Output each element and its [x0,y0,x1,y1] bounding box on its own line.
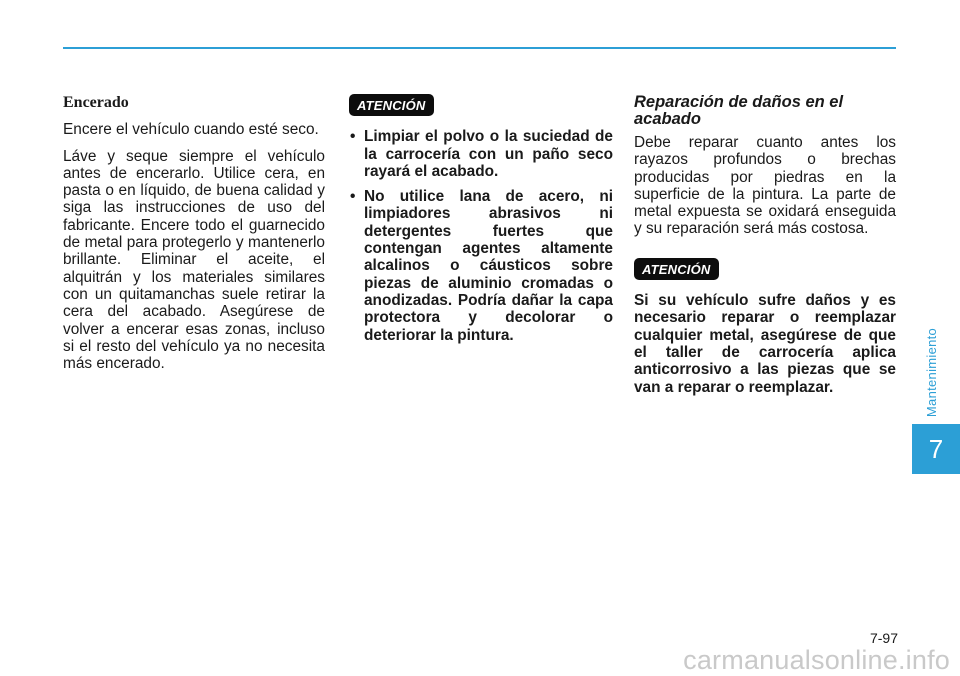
bullet-icon: • [350,188,356,206]
caution-badge-repair: ATENCIÓN [634,258,719,280]
caution-item-text: No utilice lana de acero, ni limpiadores abrasivos ni detergentes fuertes que contengan agentes altamente alcalinos o cáusticos sobre piezas de aluminio cromadas o anodizadas. Podría dañar la capa protectora y decolorar o deteriorar la pintura. [364,188,613,344]
caution-item-text: Limpiar el polvo o la suciedad de la carrocería con un paño seco rayará el acabado. [364,128,613,180]
caution-repair-text: Si su vehículo sufre daños y es necesario reparar o reemplazar cualquier metal, asegúrese de que el taller de carrocería aplica anticorrosivo a las piezas que se van a reparar o reemplazar. [634,292,896,396]
top-rule [63,47,896,49]
section-heading-repair: Reparación de daños en el acabado [634,93,844,128]
watermark: carmanualsonline.info [683,645,950,675]
paragraph-waxing-2: Láve y seque siempre el vehículo antes de encerarlo. Utilice cera, en pasta o en líquido, de buena calidad y siga las instrucciones de uso del fabricante. Encere todo el guarnecido de metal para protegerlo y mantenerlo brillante. Eliminar el aceite, el alquitrán y los materiales similares con un quitamanchas suele retirar la cera del acabado. Asegúrese de volver a encerar esas zonas, incluso si el resto del vehículo ya no necesita más encerado. [63,147,325,373]
caution-item [349,188,613,344]
page-number: 7-97 [869,630,898,646]
bullet-icon: • [350,128,356,146]
column-waxing [63,94,325,381]
caution-badge: ATENCIÓN [349,94,434,116]
caution-item [349,128,613,180]
section-heading-waxing: Encerado [63,94,129,111]
caution-list [349,128,613,344]
column-caution [349,94,613,352]
section-side-label [924,322,940,422]
paragraph-repair: Debe reparar cuanto antes los rayazos profundos o brechas producidas por piedras en la superficie de la pintura. La parte de metal expuesta se oxidará enseguida y su reparación será más costosa. [634,134,896,238]
paragraph-waxing-1: Encere el vehículo cuando esté seco. [63,121,319,139]
section-side-label-text: Mantenimiento [924,327,940,417]
column-repair [634,94,896,405]
chapter-tab: 7 [912,424,960,474]
